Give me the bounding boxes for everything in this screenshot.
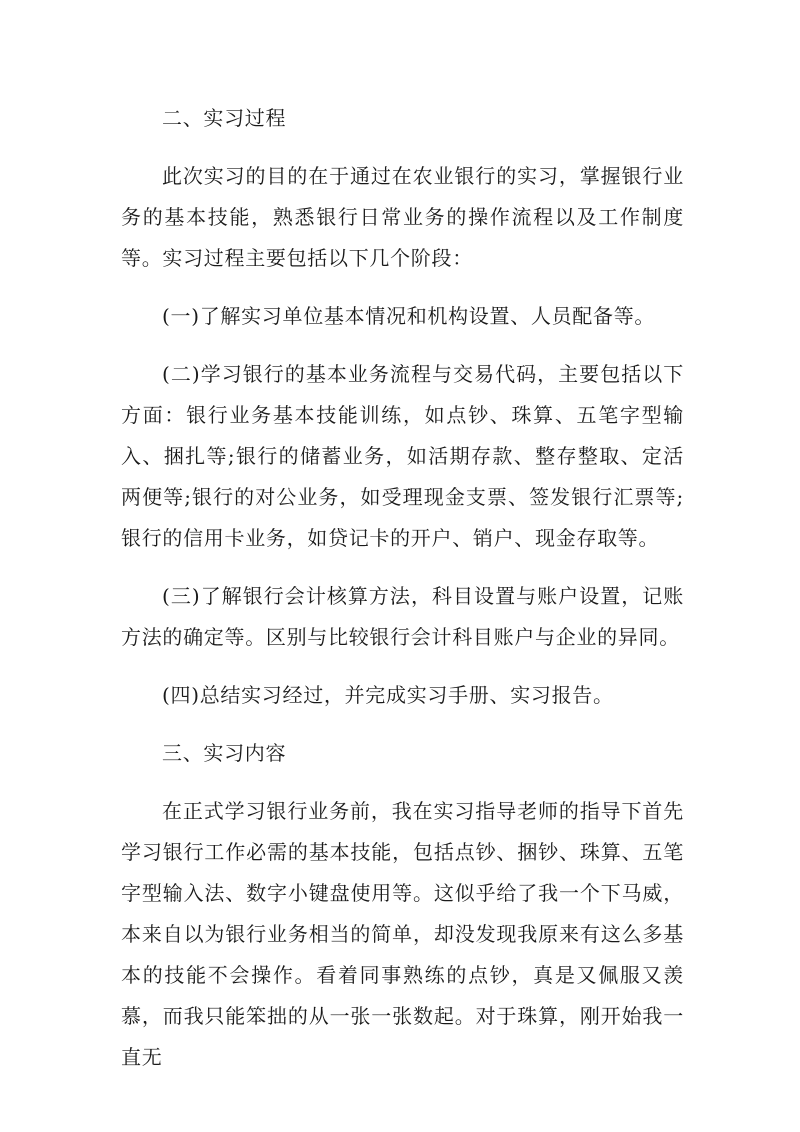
paragraph-stage-4: (四)总结实习经过，并完成实习手册、实习报告。 (162, 683, 614, 707)
paragraph-stage-1: (一)了解实习单位基本情况和机构设置、人员配备等。 (162, 304, 656, 328)
paragraph-stage-2: (二)学习银行的基本业务流程与交易代码，主要包括以下方面：银行业务基本技能训练，如点钞、珠算、五笔字型输入、捆扎等;银行的储蓄业务，如活期存款、整存整取、定活两便等;银行的对公业务，如受理现金支票、签发银行汇票等;银行的信用卡业务，如贷记卡的开户、销户、现金存取等。 (121, 362, 684, 550)
paragraph-purpose: 此次实习的目的在于通过在农业银行的实习，掌握银行业务的基本技能，熟悉银行日常业务的操作流程以及工作制度等。实习过程主要包括以下几个阶段： (121, 164, 684, 270)
paragraph-stage-3: (三)了解银行会计核算方法，科目设置与账户设置，记账方法的确定等。区别与比较银行会计科目账户与企业的异同。 (121, 584, 684, 649)
document-page (121, 98, 684, 1095)
paragraph-content-body: 在正式学习银行业务前，我在实习指导老师的指导下首先学习银行工作必需的基本技能，包括点钞、捆钞、珠算、五笔字型输入法、数字小键盘使用等。这似乎给了我一个下马威，本来自以为银行业务相当的简单，却没发现我原来有这么多基本的技能不会操作。看着同事熟练的点钞，真是又佩服又羡慕，而我只能笨拙的从一张一张数起。对于珠算，刚开始我一直无 (121, 799, 684, 1069)
section-heading-internship-content: 三、实习内容 (162, 741, 287, 765)
section-heading-internship-process: 二、实习过程 (162, 106, 287, 130)
